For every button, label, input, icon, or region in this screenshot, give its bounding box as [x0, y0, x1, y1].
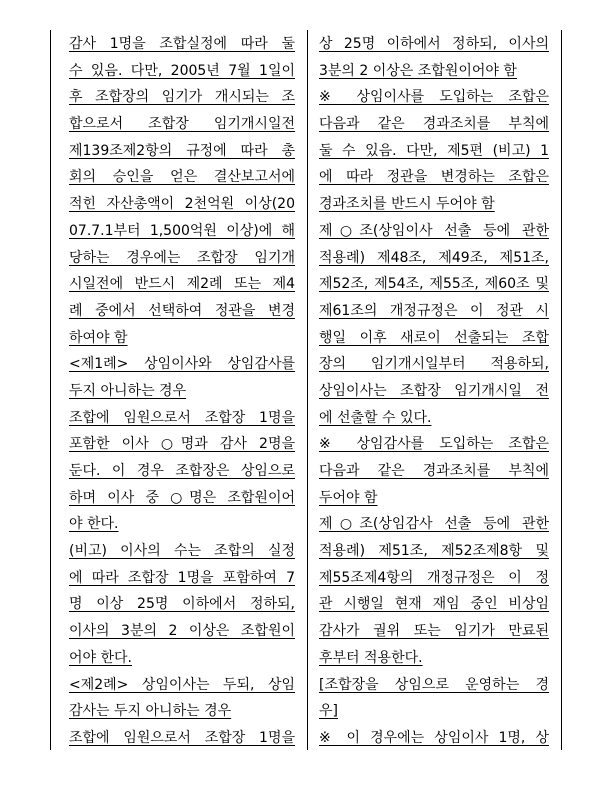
text-line-content: 례 중에서 선택하여 정관을 변경 — [69, 302, 295, 319]
text-line — [319, 274, 549, 301]
text-line-content: 야 한다. — [69, 516, 119, 533]
text-line — [69, 434, 295, 461]
text-line — [319, 354, 549, 381]
text-line-content: ※ 이 경우에는 상임이사 1명, 상 — [319, 729, 549, 746]
text-line — [319, 301, 549, 328]
text-line — [69, 301, 295, 328]
text-line-content: ※ 상임감사를 도입하는 조합은 — [319, 436, 549, 453]
text-line-content: 하며 이사 중 ○명은 조합원이어 — [69, 489, 295, 506]
text-line-content: 후부터 적용한다. — [319, 649, 423, 666]
text-line — [69, 167, 295, 194]
text-line-content: 조합에 임원으로서 조합장 1명을 — [69, 409, 295, 426]
text-line-content: 다음과 같은 경과조치를 부칙에 — [319, 116, 549, 133]
text-line — [69, 675, 295, 702]
text-line-content: [조합장을 상임으로 운영하는 경 — [319, 676, 549, 693]
text-line-content: 경과조치를 반드시 두어야 함 — [319, 196, 495, 213]
text-line-content: 둘 수 있음. 다만, 제5편 (비고) 1 — [319, 142, 549, 159]
text-line — [69, 488, 295, 515]
text-line — [319, 221, 549, 248]
text-line — [319, 114, 549, 141]
text-line — [319, 728, 549, 755]
text-line — [319, 328, 549, 355]
text-line-content: 감사 1명을 조합실정에 따라 둘 — [69, 36, 295, 52]
text-line-content: 행일 이후 새로이 선출되는 조합 — [319, 329, 549, 346]
text-line-content: 제139조제2항의 규정에 따라 총 — [69, 142, 295, 159]
text-line-content: (비고) 이사의 수는 조합의 실정 — [69, 543, 295, 560]
text-line-content: 에 선출할 수 있다. — [319, 409, 432, 426]
text-line-content: 시일전에 반드시 제2례 또는 제4 — [69, 276, 295, 293]
text-line — [319, 675, 549, 702]
text-line — [319, 648, 549, 675]
text-line — [319, 141, 549, 168]
text-line — [319, 61, 549, 88]
text-line — [319, 701, 549, 728]
text-line — [69, 141, 295, 168]
text-line-content: 3분의 2 이상은 조합원이어야 함 — [319, 62, 517, 79]
text-line-content: 어야 한다. — [69, 649, 132, 666]
text-line — [69, 728, 295, 755]
text-line — [69, 594, 295, 621]
text-line-content: 장의 임기개시일부터 적용하되, — [319, 356, 549, 373]
text-line — [69, 87, 295, 114]
text-line — [69, 114, 295, 141]
text-line-content: 적용례) 제48조, 제49조, 제51조, — [319, 249, 549, 266]
text-line — [319, 87, 549, 114]
text-line — [319, 541, 549, 568]
text-line — [319, 381, 549, 408]
text-line-content: 상 25명 이하에서 정하되, 이사의 — [319, 36, 549, 52]
text-line — [69, 514, 295, 541]
text-line-content: 우] — [319, 703, 338, 720]
text-line-content: 제55조제4항의 개정규정은 이 정 — [319, 569, 549, 586]
text-line — [319, 514, 549, 541]
text-line-content: 에 따라 조합장 1명을 포함하여 7 — [69, 569, 295, 586]
text-line-content: 회의 승인을 얻은 결산보고서에 — [69, 169, 295, 186]
text-line — [319, 34, 549, 61]
text-line — [69, 648, 295, 675]
text-line-content: <제2례> 상임이사는 두되, 상임 — [69, 676, 295, 693]
text-line — [69, 701, 295, 728]
text-line — [69, 541, 295, 568]
text-line-content: 관 시행일 현재 재임 중인 비상임 — [319, 596, 549, 613]
text-line — [69, 34, 295, 61]
text-line — [69, 274, 295, 301]
text-line-content: 조합에 임원으로서 조합장 1명을 — [69, 729, 295, 746]
text-line-content: 감사는 두지 아니하는 경우 — [69, 703, 232, 720]
text-line — [69, 328, 295, 355]
text-line-content: 제61조의 개정규정은 이 정관 시 — [319, 302, 549, 319]
text-line-content: 둔다. 이 경우 조합장은 상임으로 — [69, 463, 295, 479]
text-line — [69, 568, 295, 595]
text-line-content: 적힌 자산총액이 2천억원 이상(20 — [69, 196, 295, 213]
column-divider-rule — [307, 30, 308, 750]
text-line-content: 적용례) 제51조, 제52조제8항 및 — [319, 543, 549, 560]
text-line — [69, 221, 295, 248]
text-line — [69, 194, 295, 221]
left-text-column — [69, 34, 295, 755]
text-line-content: 합으로서 조합장 임기개시일전 — [69, 116, 295, 133]
text-line-content: 이사의 3분의 2 이상은 조합원이 — [69, 623, 295, 640]
text-line-content: 후 조합장의 임기가 개시되는 조 — [69, 89, 295, 106]
text-line-content: ※ 상임이사를 도입하는 조합은 — [319, 89, 549, 106]
text-line — [69, 354, 295, 381]
text-line-content: 제52조, 제54조, 제55조, 제60조 및 — [319, 276, 549, 293]
text-line-content: 에 따라 정관을 변경하는 조합은 — [319, 169, 549, 186]
left-border-rule — [50, 30, 51, 750]
text-line — [69, 381, 295, 408]
text-line — [319, 167, 549, 194]
text-line — [319, 408, 549, 435]
text-line — [319, 434, 549, 461]
text-line-content: 명 이상 25명 이하에서 정하되, — [69, 596, 295, 613]
text-line-content: 제○조(상임감사 선출 등에 관한 — [319, 516, 549, 533]
text-line-content: 당하는 경우에는 조합장 임기개 — [69, 249, 295, 266]
text-line — [319, 194, 549, 221]
text-line-content: 하여야 함 — [69, 329, 128, 346]
text-line — [69, 621, 295, 648]
right-border-rule — [561, 30, 562, 750]
text-line-content: 다음과 같은 경과조치를 부칙에 — [319, 463, 549, 479]
text-line — [69, 248, 295, 275]
text-line — [69, 408, 295, 435]
text-line-content: 두지 아니하는 경우 — [69, 382, 187, 399]
text-line — [319, 621, 549, 648]
text-line — [319, 568, 549, 595]
text-line-content: 제○조(상임이사 선출 등에 관한 — [319, 222, 549, 239]
text-line-content: <제1례> 상임이사와 상임감사를 — [69, 356, 295, 373]
text-line — [69, 61, 295, 88]
text-line-content: 감사가 궐위 또는 임기가 만료된 — [319, 623, 549, 640]
text-line — [319, 594, 549, 621]
text-line-content: 상임이사는 조합장 임기개시일 전 — [319, 382, 549, 399]
text-line-content: 수 있음. 다만, 2005년 7월 1일이 — [69, 62, 295, 79]
text-line — [69, 461, 295, 488]
text-line — [319, 461, 549, 488]
text-line — [319, 488, 549, 515]
text-line-content: 포함한 이사 ○명과 감사 2명을 — [69, 436, 295, 453]
text-line-content: 07.7.1부터 1,500억원 이상)에 해 — [69, 222, 295, 239]
text-line-content: 두어야 함 — [319, 489, 378, 506]
right-text-column — [319, 34, 549, 755]
text-line — [319, 248, 549, 275]
